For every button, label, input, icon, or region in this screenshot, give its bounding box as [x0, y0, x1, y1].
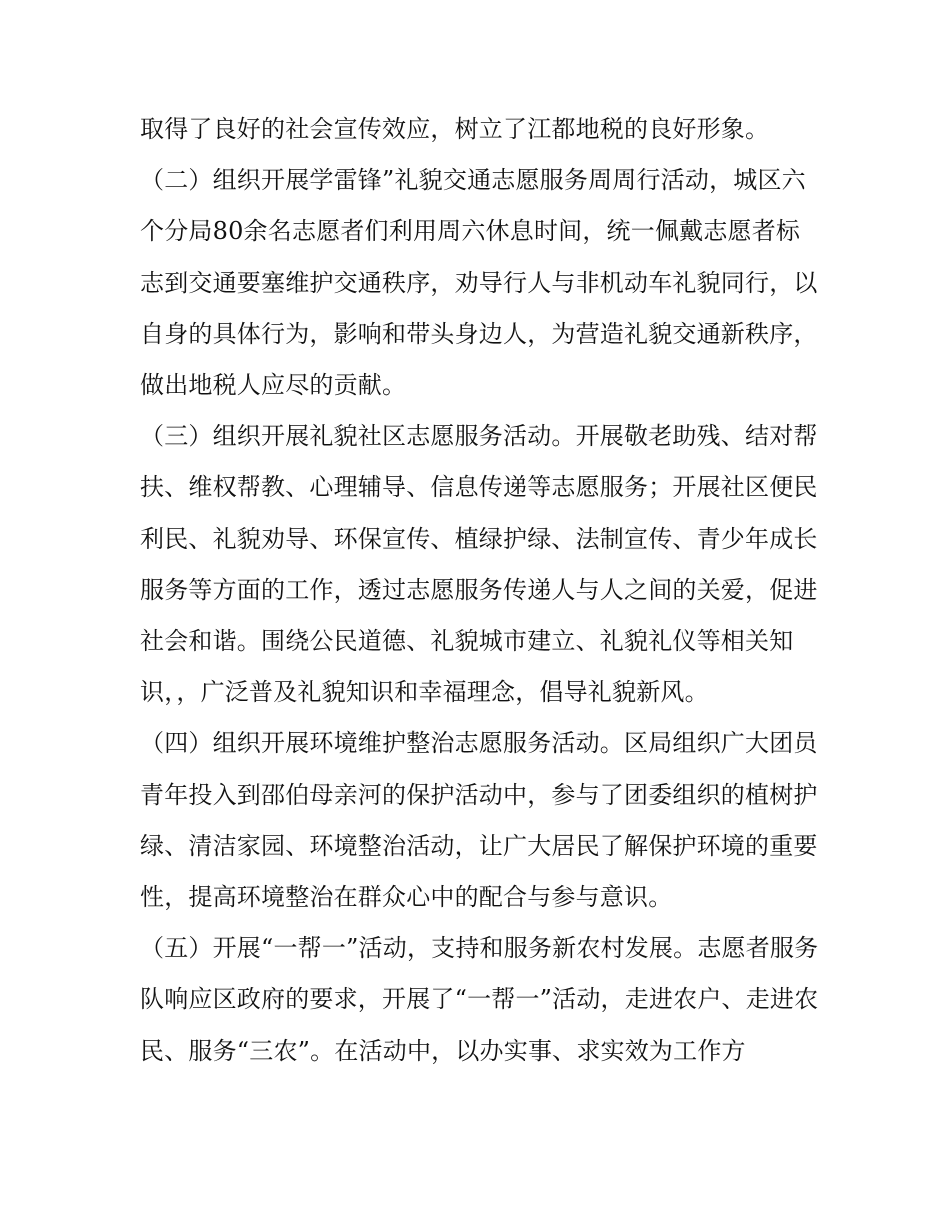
paragraph-intro-continuation: 取得了良好的社会宣传效应，树立了江都地税的良好形象。 [140, 115, 770, 143]
paragraph-section-4: （四）组织开展环境维护整治志愿服务活动。区局组织广大团员青年投入到邵伯母亲河的保护活动中，参与了团委组织的植树护绿、清洁家园、环境整治活动，让广大居民了解保护环境的重要性，提高环境整治在群众心中的配合与参与意识。 [140, 729, 818, 912]
paragraph-section-5: （五）开展“一帮一”活动，支持和服务新农村发展。志愿者服务队响应区政府的要求，开展了“一帮一”活动，走进农户、走进农民、服务“三农”。在活动中，以办实事、求实效为工作方 [140, 934, 819, 1065]
paragraph-section-2: （二）组织开展学雷锋”礼貌交通志愿服务周周行活动，城区六个分局80余名志愿者们利用周六休息时间，统一佩戴志愿者标志到交通要塞维护交通秩序，劝导行人与非机动车礼貌同行，以自身的具体行为，影响和带头身边人，为营造礼貌交通新秩序，做出地税人应尽的贡献。 [140, 166, 818, 400]
paragraph-section-3: （三）组织开展礼貌社区志愿服务活动。开展敬老助残、结对帮扶、维权帮教、心理辅导、信息传递等志愿服务；开展社区便民利民、礼貌劝导、环保宣传、植绿护绿、法制宣传、青少年成长服务等方面的工作，透过志愿服务传递人与人之间的关爱，促进社会和谐。围绕公民道德、礼貌城市建立、礼貌礼仪等相关知识，，广泛普及礼貌知识和幸福理念，倡导礼貌新风。 [140, 422, 818, 707]
document-page [140, 104, 820, 1077]
